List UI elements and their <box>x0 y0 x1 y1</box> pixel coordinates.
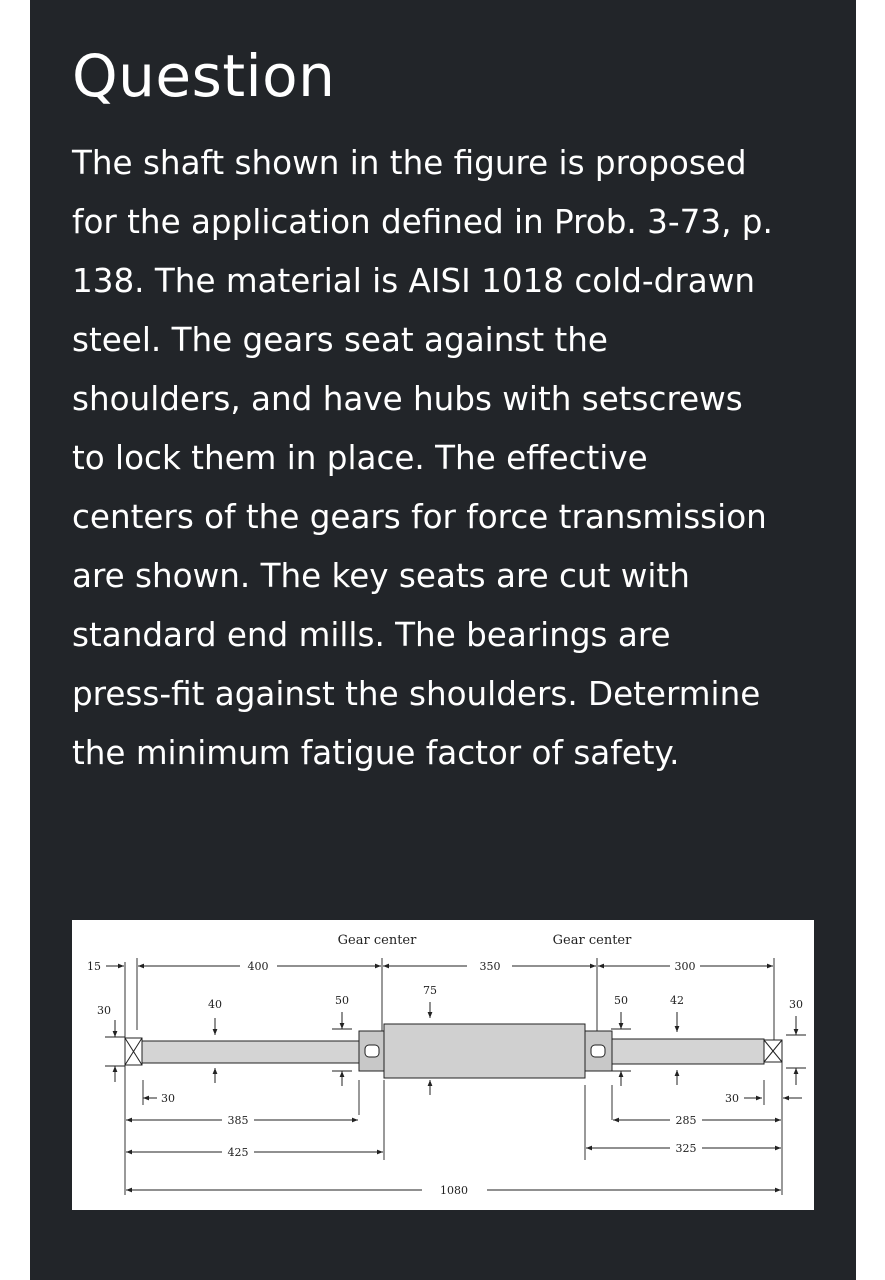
question-line: the minimum fatigue factor of safety. <box>72 734 680 772</box>
shaft-body <box>125 1024 782 1078</box>
question-line: standard end mills. The bearings are <box>72 616 671 654</box>
right-keyseat <box>591 1045 605 1057</box>
dim-425-label: 425 <box>227 1146 249 1159</box>
gear-center-right-label: Gear center <box>552 933 632 948</box>
dim-285-label: 285 <box>675 1114 697 1127</box>
left-keyseat <box>365 1045 379 1057</box>
dim-30-right-label: 30 <box>725 1092 739 1105</box>
dia-50-right-label: 50 <box>614 994 628 1007</box>
question-text <box>72 134 832 783</box>
dim-325-label: 325 <box>675 1142 697 1155</box>
question-title: Question <box>72 42 336 110</box>
dia-42-label: 42 <box>670 994 684 1007</box>
dim-30-left-label: 30 <box>161 1092 175 1105</box>
dim-385-label: 385 <box>227 1114 249 1127</box>
dim-350-label: 350 <box>479 960 501 973</box>
question-line: to lock them in place. The effective <box>72 439 648 477</box>
question-line: centers of the gears for force transmission <box>72 498 767 536</box>
dia-30-right-label: 30 <box>789 998 803 1011</box>
shaft-segment-75 <box>384 1024 585 1078</box>
dim-1080-label: 1080 <box>440 1184 468 1197</box>
question-line: steel. The gears seat against the <box>72 321 608 359</box>
dia-40-label: 40 <box>208 998 222 1011</box>
bottom-dimension-rows <box>126 1120 781 1190</box>
shaft-diagram <box>72 920 814 1210</box>
shaft-segment-42 <box>612 1039 764 1064</box>
question-line: 138. The material is AISI 1018 cold-drawn <box>72 262 756 300</box>
shaft-figure <box>72 920 814 1210</box>
question-line: The shaft shown in the figure is proposed <box>72 144 747 182</box>
question-line: press-fit against the shoulders. Determine <box>72 675 761 713</box>
question-card <box>30 0 856 1280</box>
gear-center-left-label: Gear center <box>337 933 417 948</box>
question-line: shoulders, and have hubs with setscrews <box>72 380 743 418</box>
dim-400-label: 400 <box>247 960 269 973</box>
dim-15-label: 15 <box>87 960 101 973</box>
dim-300-label: 300 <box>674 960 696 973</box>
dia-30-left-label: 30 <box>97 1004 111 1017</box>
shaft-segment-40 <box>142 1041 359 1063</box>
dia-50-left-label: 50 <box>335 994 349 1007</box>
question-line: for the application defined in Prob. 3-73, p. <box>72 203 773 241</box>
dia-75-label: 75 <box>423 984 437 997</box>
question-line: are shown. The key seats are cut with <box>72 557 690 595</box>
